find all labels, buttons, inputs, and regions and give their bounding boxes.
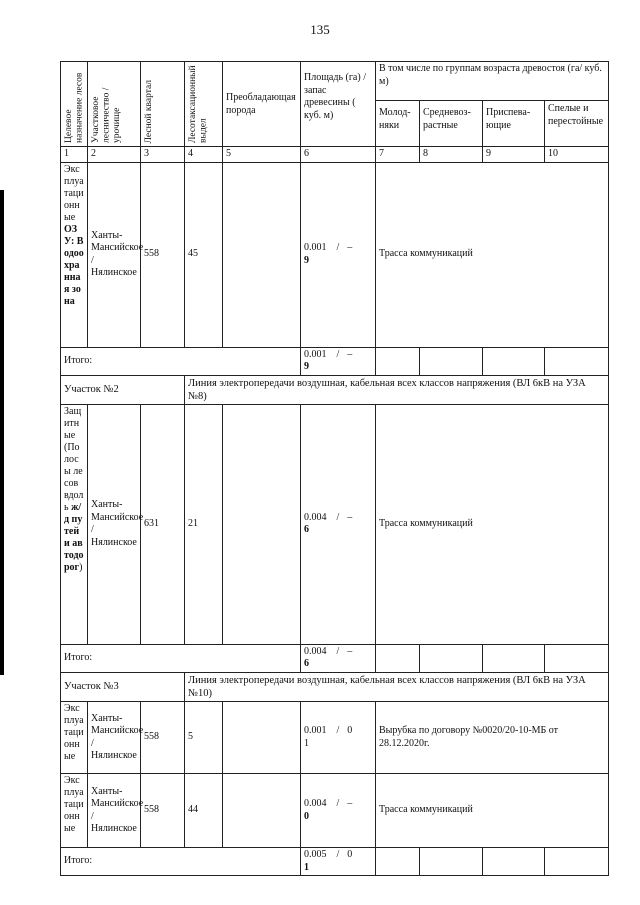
header-col6: Площадь (га) / запас древесины ( куб. м): [301, 62, 376, 147]
purpose-cell: Защитные (Полосы лесов вдоль ж/д путей и автодорог): [61, 404, 88, 644]
total-row: [61, 347, 609, 375]
empty-cell: [483, 848, 545, 876]
table-row: [61, 162, 609, 347]
scan-edge-bar: [0, 190, 4, 675]
area-cell: 0.001 / – 9: [301, 162, 376, 347]
empty-cell: [420, 848, 483, 876]
total-label: Итого:: [61, 644, 301, 672]
page-number: 135: [310, 22, 330, 37]
empty-cell: [420, 644, 483, 672]
section-desc: Линия электропередачи воздушная, кабельная всех классов напряжения (ВЛ 6кВ на УЗА №10): [185, 672, 609, 701]
header-col7: Молод-няки: [376, 101, 420, 147]
forestry-cell: Ханты-Мансийское / Нялинское: [88, 404, 141, 644]
area-cell: 0.004 / – 0: [301, 774, 376, 848]
kvartal-cell: 558: [141, 162, 185, 347]
empty-cell: [483, 644, 545, 672]
section-desc: Линия электропередачи воздушная, кабельная всех классов напряжения (ВЛ 6кВ на УЗА №8): [185, 375, 609, 404]
species-cell: [223, 404, 301, 644]
kvartal-cell: 631: [141, 404, 185, 644]
kvartal-cell: 558: [141, 774, 185, 848]
header-age-group: В том числе по группам возраста древостоя (га/ куб. м): [376, 62, 609, 101]
index-cell: 9: [483, 147, 545, 163]
index-cell: 10: [545, 147, 609, 163]
index-cell: 1: [61, 147, 88, 163]
total-value: 0.005 / 0 1: [301, 848, 376, 876]
header-col5: Преобладающая порода: [223, 62, 301, 147]
table-row: [61, 774, 609, 848]
header-col1: Целевое назначение лесов: [61, 62, 88, 147]
table-row: [61, 702, 609, 774]
vydel-cell: 45: [185, 162, 223, 347]
empty-cell: [376, 644, 420, 672]
forestry-cell: Ханты-Мансийское / Нялинское: [88, 162, 141, 347]
note-cell: Трасса коммуникаций: [376, 404, 609, 644]
purpose-cell: Эксплуатационные: [61, 774, 88, 848]
header-col2: Участковое лесничество / урочище: [88, 62, 141, 147]
species-cell: [223, 774, 301, 848]
forestry-cell: Ханты-Мансийское / Нялинское: [88, 702, 141, 774]
index-cell: 5: [223, 147, 301, 163]
note-cell: Вырубка по договору №0020/20-10-МБ от 28.12.2020г.: [376, 702, 609, 774]
vydel-cell: 44: [185, 774, 223, 848]
total-value: 0.004 / – 6: [301, 644, 376, 672]
area-cell: 0.004 / – 6: [301, 404, 376, 644]
empty-cell: [420, 347, 483, 375]
index-cell: 3: [141, 147, 185, 163]
vydel-cell: 21: [185, 404, 223, 644]
forest-table: [60, 61, 609, 876]
header-col10: Спелые и перестойные: [545, 101, 609, 147]
index-cell: 2: [88, 147, 141, 163]
empty-cell: [545, 644, 609, 672]
total-label: Итого:: [61, 347, 301, 375]
header-col4: Лесотаксационный выдел: [185, 62, 223, 147]
purpose-cell: Эксплуатационные ОЗУ: Водоохранная зона: [61, 162, 88, 347]
table-row: [61, 404, 609, 644]
header-col9: Приспева-ющие: [483, 101, 545, 147]
empty-cell: [483, 347, 545, 375]
note-cell: Трасса коммуникаций: [376, 774, 609, 848]
empty-cell: [376, 848, 420, 876]
index-cell: 6: [301, 147, 376, 163]
section-label: Участок №3: [61, 672, 185, 701]
note-cell: Трасса коммуникаций: [376, 162, 609, 347]
species-cell: [223, 702, 301, 774]
section-row: [61, 375, 609, 404]
header-row: [61, 62, 609, 101]
empty-cell: [376, 347, 420, 375]
header-col3: Лесной квартал: [141, 62, 185, 147]
section-row: [61, 672, 609, 701]
purpose-cell: Эксплуатационные: [61, 702, 88, 774]
total-value: 0.001 / – 9: [301, 347, 376, 375]
forestry-cell: Ханты-Мансийское / Нялинское: [88, 774, 141, 848]
vydel-cell: 5: [185, 702, 223, 774]
index-cell: 8: [420, 147, 483, 163]
index-cell: 4: [185, 147, 223, 163]
index-cell: 7: [376, 147, 420, 163]
total-label: Итого:: [61, 848, 301, 876]
header-col8: Средневоз-растные: [420, 101, 483, 147]
total-row: [61, 848, 609, 876]
section-label: Участок №2: [61, 375, 185, 404]
kvartal-cell: 558: [141, 702, 185, 774]
empty-cell: [545, 347, 609, 375]
species-cell: [223, 162, 301, 347]
total-row: [61, 644, 609, 672]
index-row: [61, 147, 609, 163]
empty-cell: [545, 848, 609, 876]
area-cell: 0.001 / 0 1: [301, 702, 376, 774]
